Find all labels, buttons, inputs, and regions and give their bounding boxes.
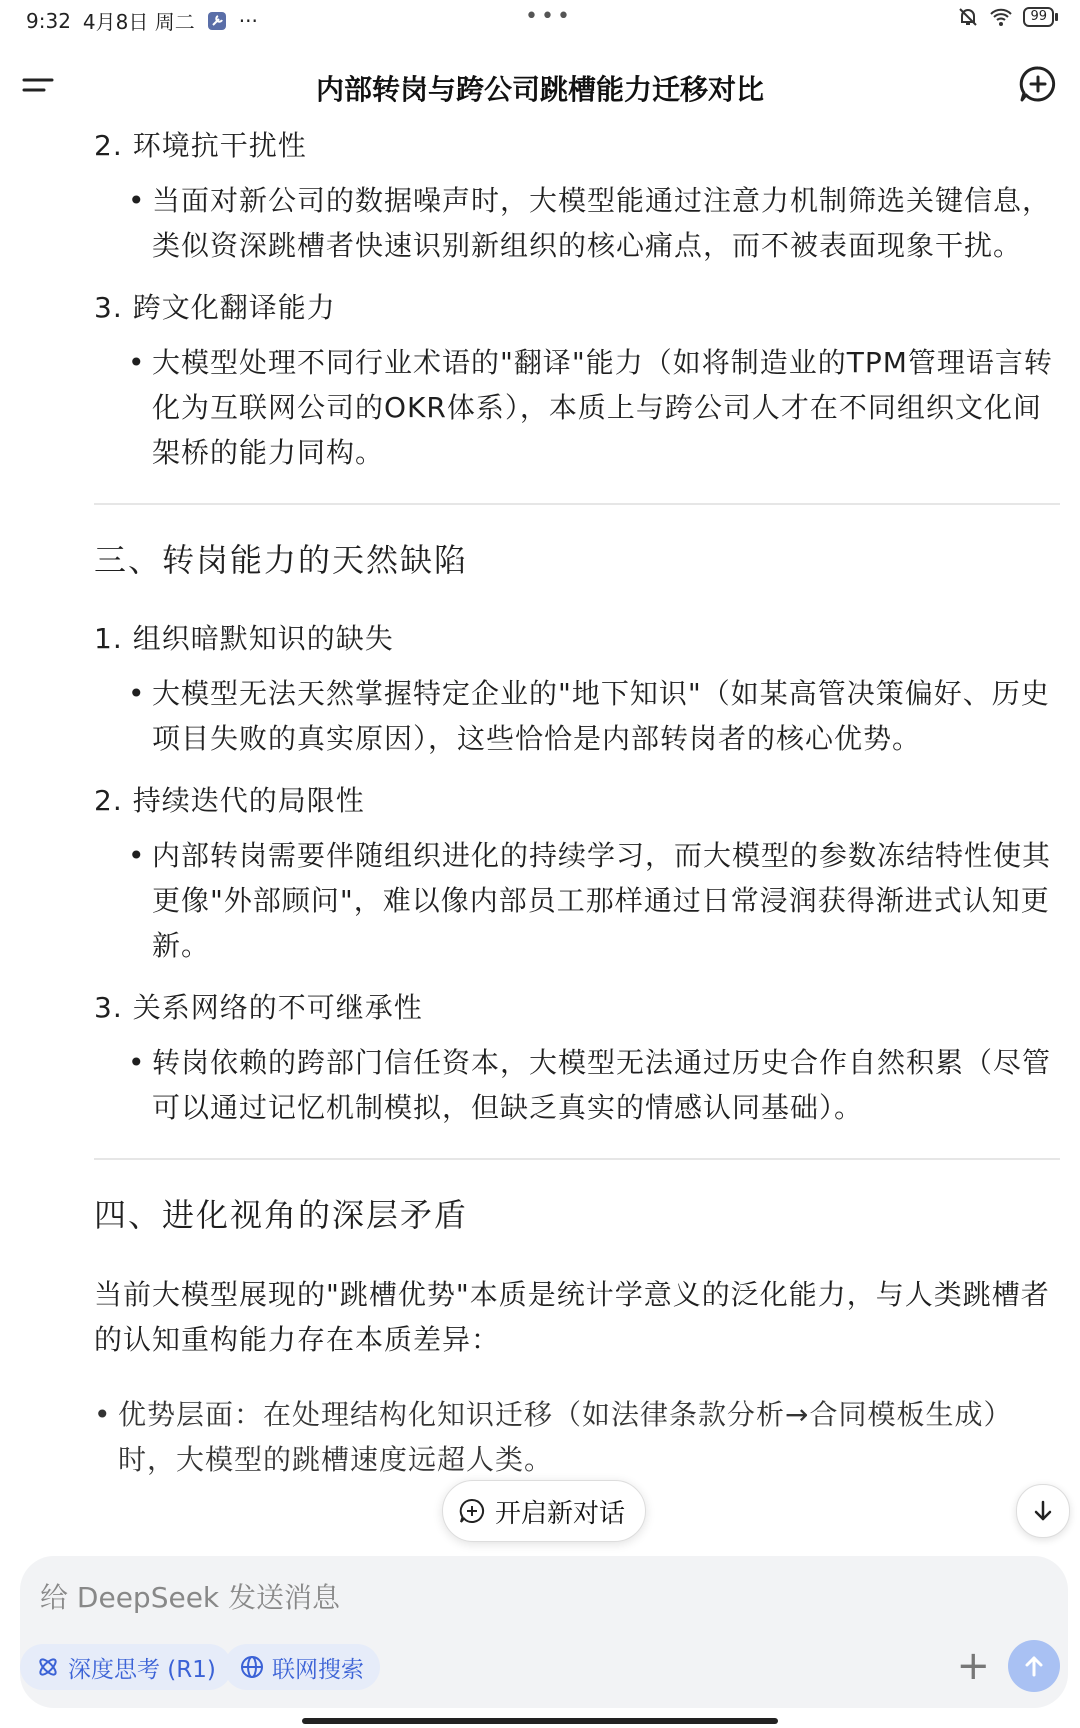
- arrow-up-icon: [1021, 1653, 1047, 1679]
- scroll-down-button[interactable]: [1016, 1484, 1070, 1538]
- message-input[interactable]: 给 DeepSeek 发送消息: [40, 1581, 341, 1614]
- deep-think-button[interactable]: [20, 1644, 232, 1690]
- list-item-number: 2.: [94, 784, 123, 817]
- bullet-dot: •: [128, 346, 146, 379]
- status-date: 4月8日 周二: [82, 10, 195, 34]
- bullet-dot: •: [128, 184, 146, 217]
- mute-bell-icon: [957, 6, 979, 28]
- send-button[interactable]: [1008, 1640, 1060, 1692]
- web-search-button[interactable]: [224, 1644, 380, 1690]
- list-item-number: 3.: [94, 991, 123, 1024]
- bullet-dot: •: [128, 839, 146, 872]
- list-item-heading: 组织暗默知识的缺失: [132, 622, 394, 655]
- list-item-title: [94, 124, 1060, 164]
- list-item-title: [94, 986, 1060, 1026]
- bullet-paragraph: [128, 1040, 1060, 1130]
- message-composer[interactable]: [20, 1556, 1068, 1708]
- bullet-paragraph: [128, 178, 1060, 268]
- list-item-heading: 持续迭代的局限性: [132, 784, 365, 817]
- list-item-title: [94, 779, 1060, 819]
- list-item-heading: 跨文化翻译能力: [132, 291, 336, 324]
- new-chat-label: 开启新对话: [495, 1498, 626, 1529]
- bullet-dot: •: [94, 1398, 112, 1431]
- list-item-title: [94, 286, 1060, 326]
- section-heading: 四、进化视角的深层矛盾: [94, 1196, 469, 1234]
- wrench-icon: [207, 11, 227, 31]
- new-chat-icon[interactable]: [1018, 64, 1058, 104]
- attach-plus-icon[interactable]: +: [956, 1643, 990, 1689]
- list-item-heading: 环境抗干扰性: [132, 129, 307, 162]
- chat-content[interactable]: [94, 116, 1060, 1526]
- list-item-number: 3.: [94, 291, 123, 324]
- wifi-icon: [989, 7, 1013, 27]
- new-chat-button[interactable]: [442, 1480, 646, 1542]
- globe-icon: [240, 1655, 264, 1679]
- status-bar: [0, 0, 1080, 40]
- bullet-text: 大模型无法天然掌握特定企业的"地下知识"（如某高管决策偏好、历史项目失败的真实原因），这些恰恰是内部转岗者的核心优势。: [152, 677, 1050, 755]
- status-more: ···: [238, 8, 258, 33]
- bullet-paragraph: [128, 833, 1060, 968]
- home-indicator[interactable]: [302, 1718, 778, 1724]
- list-item-number: 1.: [94, 622, 123, 655]
- list-item-number: 2.: [94, 129, 123, 162]
- bullet-text: 当面对新公司的数据噪声时，大模型能通过注意力机制筛选关键信息，类似资深跳槽者快速识别新组织的核心痛点，而不被表面现象干扰。: [152, 184, 1052, 262]
- atom-icon: [36, 1655, 60, 1679]
- section-divider: [94, 503, 1060, 505]
- list-item-title: [94, 617, 1060, 657]
- arrow-down-icon: [1030, 1498, 1056, 1524]
- list-item-heading: 关系网络的不可继承性: [132, 991, 423, 1024]
- paragraph: 当前大模型展现的"跳槽优势"本质是统计学意义的泛化能力，与人类跳槽者的认知重构能力存在本质差异：: [94, 1278, 1050, 1356]
- page-title: 内部转岗与跨公司跳槽能力迁移对比: [315, 73, 764, 106]
- bullet-dot: •: [128, 1046, 146, 1079]
- bullet-paragraph: [94, 1392, 1060, 1482]
- battery-icon: 99: [1023, 7, 1054, 27]
- deep-think-label: 深度思考 (R1): [68, 1656, 216, 1683]
- new-chat-small-icon: [459, 1498, 485, 1524]
- bullet-text: 内部转岗需要伴随组织进化的持续学习，而大模型的参数冻结特性使其更像"外部顾问"，难以像内部员工那样通过日常浸润获得渐进式认知更新。: [152, 839, 1052, 962]
- bullet-text: 转岗依赖的跨部门信任资本，大模型无法通过历史合作自然积累（尽管可以通过记忆机制模拟，但缺乏真实的情感认同基础）。: [152, 1046, 1052, 1124]
- bullet-paragraph: [128, 671, 1060, 761]
- section-heading: 三、转岗能力的天然缺陷: [94, 541, 469, 579]
- section-divider: [94, 1158, 1060, 1160]
- bullet-paragraph: [128, 340, 1060, 475]
- web-search-label: 联网搜索: [272, 1656, 364, 1683]
- status-time: 9:32: [26, 8, 71, 33]
- window-dots-icon[interactable]: •••: [525, 4, 573, 29]
- bullet-dot: •: [128, 677, 146, 710]
- bullet-text: 优势层面：在处理结构化知识迁移（如法律条款分析→合同模板生成）时，大模型的跳槽速度远超人类。: [118, 1398, 1013, 1476]
- bullet-text: 大模型处理不同行业术语的"翻译"能力（如将制造业的TPM管理语言转化为互联网公司的OKR体系），本质上与跨公司人才在不同组织文化间架桥的能力同构。: [152, 346, 1053, 469]
